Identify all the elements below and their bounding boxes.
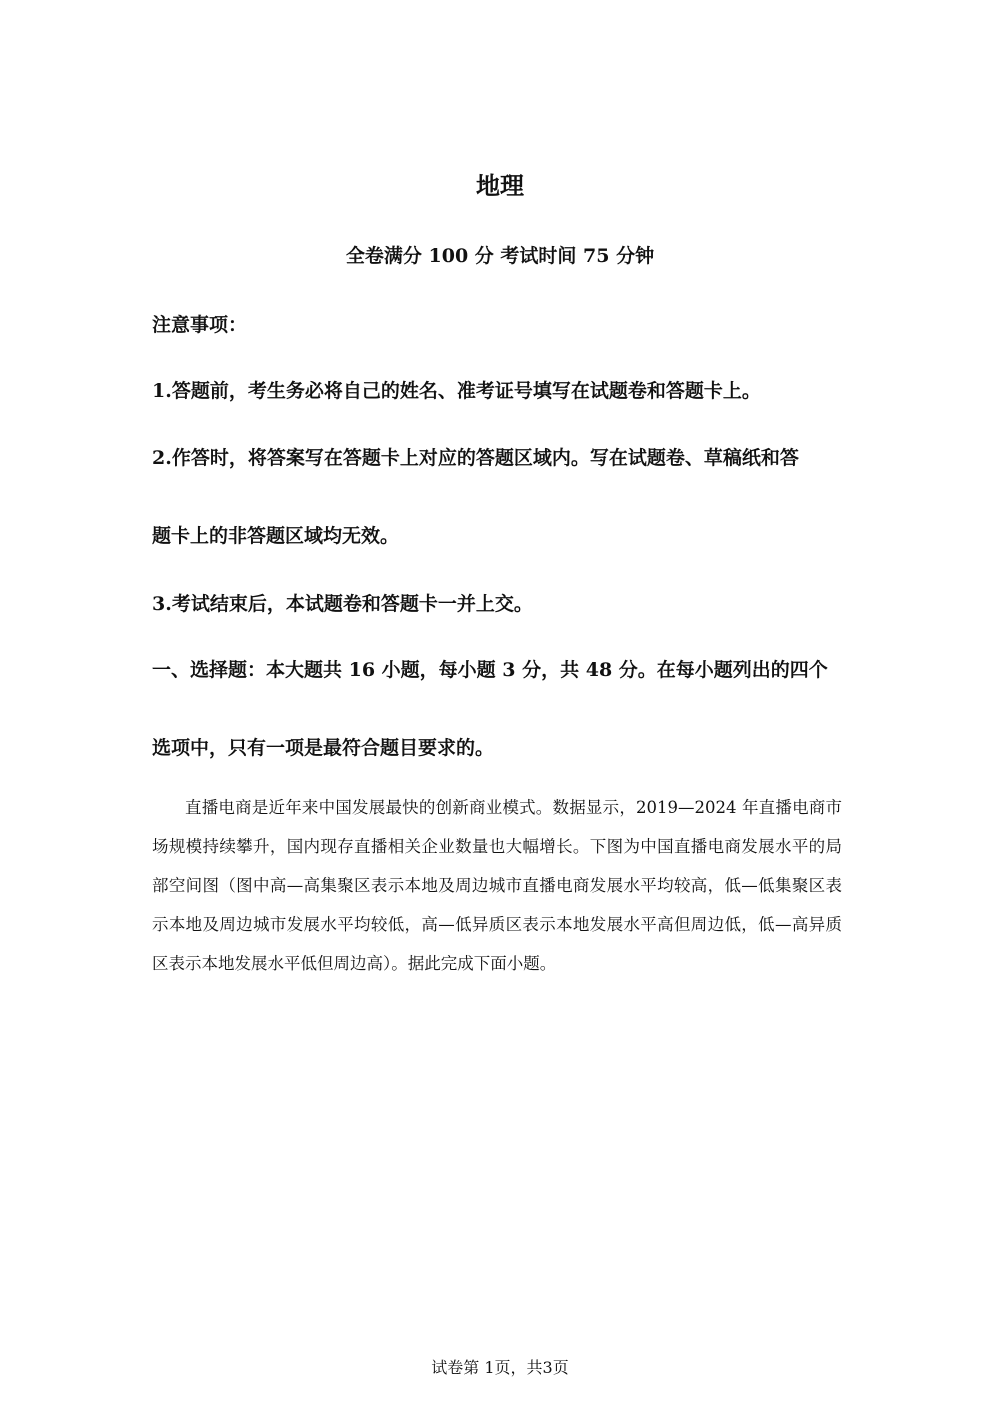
page-title: 地理: [476, 172, 524, 200]
reading-passage: 直播电商是近年来中国发展最快的创新商业模式。数据显示，2019—2024 年直播电商市场规模持续攀升，国内现存直播相关企业数量也大幅增长。下图为中国直播电商发展水平的局部空间图（图中高—高集聚区表示本地及周边城市直播电商发展水平均较高，低—低集聚区表示本地及周边城市发展水平均较低，高—低异质区表示本地发展水平高但周边低，低—高异质区表示本地发展水平低但周边高）。据此完成下面小题。: [152, 798, 842, 973]
notice-item-3: 3.考试结束后，本试题卷和答题卡一并上交。: [152, 593, 533, 615]
exam-info: 全卷满分 100 分 考试时间 75 分钟: [345, 245, 655, 267]
section-heading-continued: 选项中，只有一项是最符合题目要求的。: [152, 737, 495, 759]
section-heading: 一、选择题：本大题共 16 小题，每小题 3 分，共 48 分。在每小题列出的四个: [152, 659, 828, 681]
page-footer: 试卷第 1页，共3页: [431, 1358, 569, 1377]
notice-item-2-continued: 题卡上的非答题区域均无效。: [152, 525, 400, 547]
notice-item-2: 2.作答时，将答案写在答题卡上对应的答题区域内。写在试题卷、草稿纸和答: [152, 447, 799, 469]
notice-item-1: 1.答题前，考生务必将自己的姓名、准考证号填写在试题卷和答题卡上。: [152, 380, 761, 402]
notice-heading: 注意事项：: [152, 314, 248, 336]
